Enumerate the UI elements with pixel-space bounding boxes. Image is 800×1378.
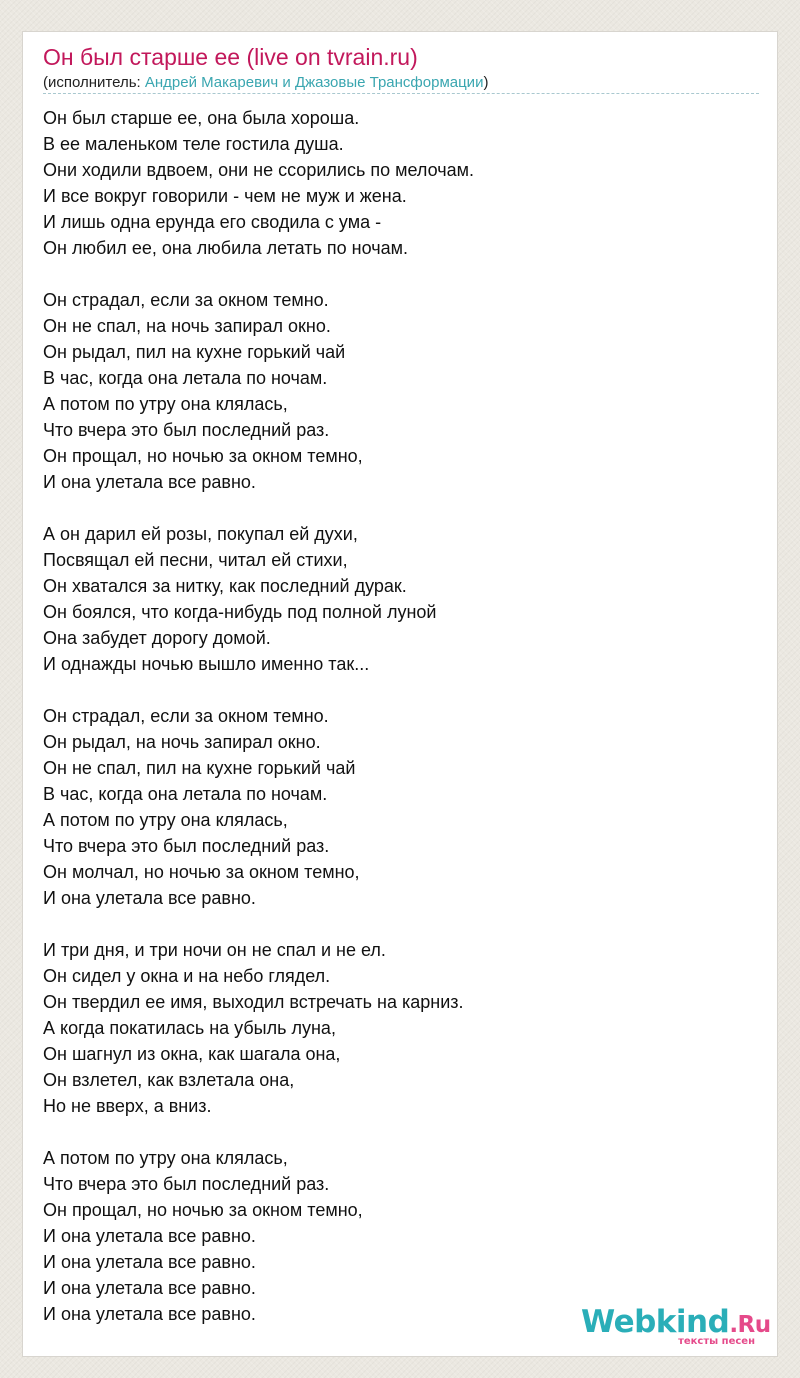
lyric-line: В час, когда она летала по ночам. xyxy=(43,368,328,388)
artist-prefix: (исполнитель: xyxy=(43,74,145,91)
stanza xyxy=(43,1145,743,1327)
lyric-line: И она улетала все равно. xyxy=(43,1278,256,1298)
lyric-line: Он прощал, но ночью за окном темно, xyxy=(43,1200,363,1220)
lyric-line: Он рыдал, на ночь запирал окно. xyxy=(43,732,321,752)
lyric-line: И она улетала все равно. xyxy=(43,472,256,492)
stanza xyxy=(43,521,743,677)
stanza xyxy=(43,703,743,911)
lyric-line: Он рыдал, пил на кухне горький чай xyxy=(43,342,346,362)
lyric-line: И три дня, и три ночи он не спал и не ел. xyxy=(43,940,386,960)
lyric-line: А он дарил ей розы, покупал ей духи, xyxy=(43,524,358,544)
lyric-line: И однажды ночью вышло именно так... xyxy=(43,654,370,674)
lyric-line: Она забудет дорогу домой. xyxy=(43,628,271,648)
lyric-line: Он сидел у окна и на небо глядел. xyxy=(43,966,331,986)
lyric-line: И все вокруг говорили - чем не муж и жена. xyxy=(43,186,407,206)
lyric-line: В час, когда она летала по ночам. xyxy=(43,784,328,804)
lyric-line: Он любил ее, она любила летать по ночам. xyxy=(43,238,408,258)
lyric-line: Посвящал ей песни, читал ей стихи, xyxy=(43,550,348,570)
lyric-line: Он страдал, если за окном темно. xyxy=(43,290,329,310)
lyric-line: И лишь одна ерунда его сводила с ума - xyxy=(43,212,382,232)
lyric-line: И она улетала все равно. xyxy=(43,1226,256,1246)
song-title: Он был старше ее (live on tvrain.ru) xyxy=(43,44,418,70)
lyric-line: Он страдал, если за окном темно. xyxy=(43,706,329,726)
stanza xyxy=(43,287,743,495)
lyric-line: Но не вверх, а вниз. xyxy=(43,1096,212,1116)
lyric-line: Он не спал, на ночь запирал окно. xyxy=(43,316,331,336)
logo-main-text: Webkind xyxy=(581,1304,730,1340)
lyrics-card xyxy=(22,31,778,1357)
lyric-line: Что вчера это был последний раз. xyxy=(43,420,330,440)
lyric-line: И она улетала все равно. xyxy=(43,1252,256,1272)
stanza xyxy=(43,937,743,1119)
title-divider xyxy=(43,93,759,94)
artist-line xyxy=(43,74,488,92)
lyric-line: Что вчера это был последний раз. xyxy=(43,836,330,856)
stanza xyxy=(43,105,743,261)
lyric-line: Он был старше ее, она была хороша. xyxy=(43,108,360,128)
lyric-line: А когда покатилась на убыль луна, xyxy=(43,1018,336,1038)
lyric-line: Что вчера это был последний раз. xyxy=(43,1174,330,1194)
lyric-line: Он хватался за нитку, как последний дурак. xyxy=(43,576,407,596)
lyric-line: Он шагнул из окна, как шагала она, xyxy=(43,1044,341,1064)
lyric-line: И она улетала все равно. xyxy=(43,888,256,908)
artist-suffix: ) xyxy=(483,74,489,91)
lyric-line: А потом по утру она клялась, xyxy=(43,810,288,830)
lyric-line: Он взлетел, как взлетала она, xyxy=(43,1070,295,1090)
artist-link[interactable]: Андрей Макаревич и Джазовые Трансформации xyxy=(144,74,484,91)
logo-tagline: тексты песен xyxy=(678,1336,755,1347)
lyric-line: Он боялся, что когда-нибудь под полной луной xyxy=(43,602,437,622)
webkind-logo[interactable] xyxy=(581,1304,773,1348)
lyric-line: В ее маленьком теле гостила душа. xyxy=(43,134,344,154)
lyric-line: Он молчал, но ночью за окном темно, xyxy=(43,862,360,882)
lyrics-text xyxy=(43,105,743,1353)
lyric-line: Он прощал, но ночью за окном темно, xyxy=(43,446,363,466)
lyric-line: Он твердил ее имя, выходил встречать на карниз. xyxy=(43,992,464,1012)
lyric-line: Он не спал, пил на кухне горький чай xyxy=(43,758,356,778)
lyric-line: Они ходили вдвоем, они не ссорились по мелочам. xyxy=(43,160,474,180)
logo-domain: .Ru xyxy=(729,1312,771,1338)
lyric-line: И она улетала все равно. xyxy=(43,1304,256,1324)
lyric-line: А потом по утру она клялась, xyxy=(43,1148,288,1168)
lyric-line: А потом по утру она клялась, xyxy=(43,394,288,414)
